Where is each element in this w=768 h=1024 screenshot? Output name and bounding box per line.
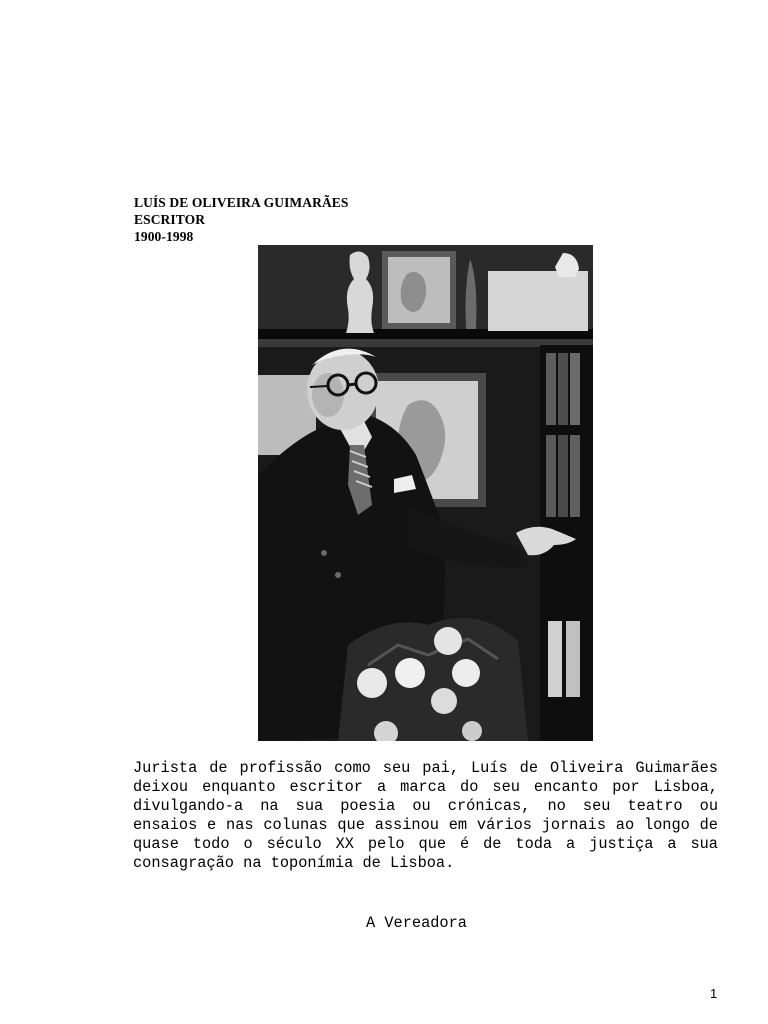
person-name: LUÍS DE OLIVEIRA GUIMARÃES — [134, 195, 349, 210]
biography-paragraph: Jurista de profissão como seu pai, Luís de Oliveira Guimarães deixou enquanto escritor a marca do seu encanto por Lisboa, divulgando-a na sua poesia ou crónicas, no seu teatro ou ensaios e nas colunas que assinou em vários jornais ao longo de quase todo o século XX pelo que é de toda a justiça a sua consagração na toponímia de Lisboa. — [133, 759, 718, 872]
document-header — [134, 194, 349, 245]
person-years: 1900-1998 — [134, 229, 194, 244]
signature: A Vereadora — [366, 914, 467, 932]
page-number: 1 — [710, 986, 718, 1001]
person-role: ESCRITOR — [134, 212, 206, 227]
portrait-photo — [258, 245, 593, 741]
